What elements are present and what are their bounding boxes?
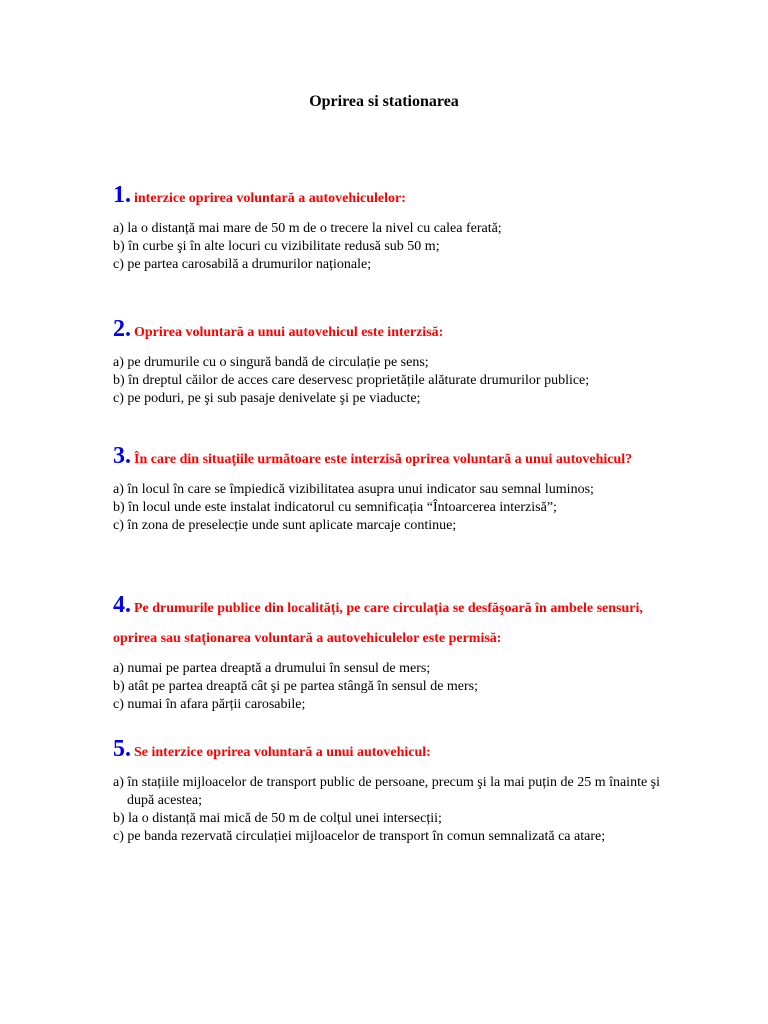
answer-b: b) în curbe şi în alte locuri cu vizibilitate redusă sub 50 m;: [113, 239, 440, 254]
question-number: 4.: [113, 592, 131, 618]
answer-c: c) numai în afara părții carosabile;: [113, 697, 306, 712]
answer-list: [113, 354, 673, 408]
question-5: [113, 734, 673, 846]
question-number: 3.: [113, 443, 131, 469]
answer-b: b) la o distanță mai mică de 50 m de colțul unei intersecții;: [113, 811, 442, 826]
question-text: Oprirea voluntară a unui autovehicul este interzisă:: [134, 325, 444, 340]
question-heading: [113, 734, 673, 768]
answer-c: c) pe poduri, pe şi sub pasaje denivelate şi pe viaducte;: [113, 391, 421, 406]
question-3: [113, 441, 673, 535]
answer-c: c) pe banda rezervată circulației mijloacelor de transport în comun semnalizată ca atare;: [113, 829, 606, 844]
question-number: 2.: [113, 316, 131, 342]
answer-c: c) în zona de preselecție unde sunt aplicate marcaje continue;: [113, 518, 457, 533]
answer-b: b) în dreptul căilor de acces care deservesc proprietățile alăturate drumurilor publice;: [113, 373, 590, 388]
question-heading: [113, 441, 673, 475]
answer-list: [113, 220, 673, 274]
answer-b: b) în locul unde este instalat indicatorul cu semnificația “Întoarcerea interzisă”;: [113, 500, 557, 515]
question-text: Se interzice oprirea voluntară a unui autovehicul:: [134, 745, 431, 760]
answer-c: c) pe partea carosabilă a drumurilor naționale;: [113, 257, 372, 272]
question-heading: [113, 314, 673, 348]
question-text: Pe drumurile publice din localități, pe care circulația se desfăşoară în ambele sensuri, oprirea sau staționarea voluntară a autovehiculelor este permisă:: [113, 601, 643, 646]
answer-a: a) pe drumurile cu o singură bandă de circulație pe sens;: [113, 355, 429, 370]
answer-list: [113, 774, 673, 846]
question-text: interzice oprirea voluntară a autovehiculelor:: [134, 191, 406, 206]
question-number: 5.: [113, 736, 131, 762]
answer-b: b) atât pe partea dreaptă cât şi pe partea stângă în sensul de mers;: [113, 679, 479, 694]
answer-list: [113, 660, 673, 714]
answer-a: a) în stațiile mijloacelor de transport public de persoane, precum şi la mai puțin de 25 m înainte şi după acestea;: [113, 775, 661, 808]
question-4: [113, 590, 673, 714]
page-title: Oprirea si stationarea: [309, 93, 459, 110]
question-heading: [113, 180, 673, 214]
answer-list: [113, 481, 673, 535]
question-text: În care din situațiile următoare este interzisă oprirea voluntară a unui autovehicul?: [134, 452, 633, 467]
answer-a: a) în locul în care se împiedică vizibilitatea asupra unui indicator sau semnal luminos;: [113, 482, 594, 497]
answer-a: a) numai pe partea dreaptă a drumului în sensul de mers;: [113, 661, 431, 676]
question-number: 1.: [113, 182, 131, 208]
question-1: [113, 180, 673, 274]
question-heading: [113, 590, 673, 654]
question-2: [113, 314, 673, 408]
answer-a: a) la o distanță mai mare de 50 m de o trecere la nivel cu calea ferată;: [113, 221, 502, 236]
